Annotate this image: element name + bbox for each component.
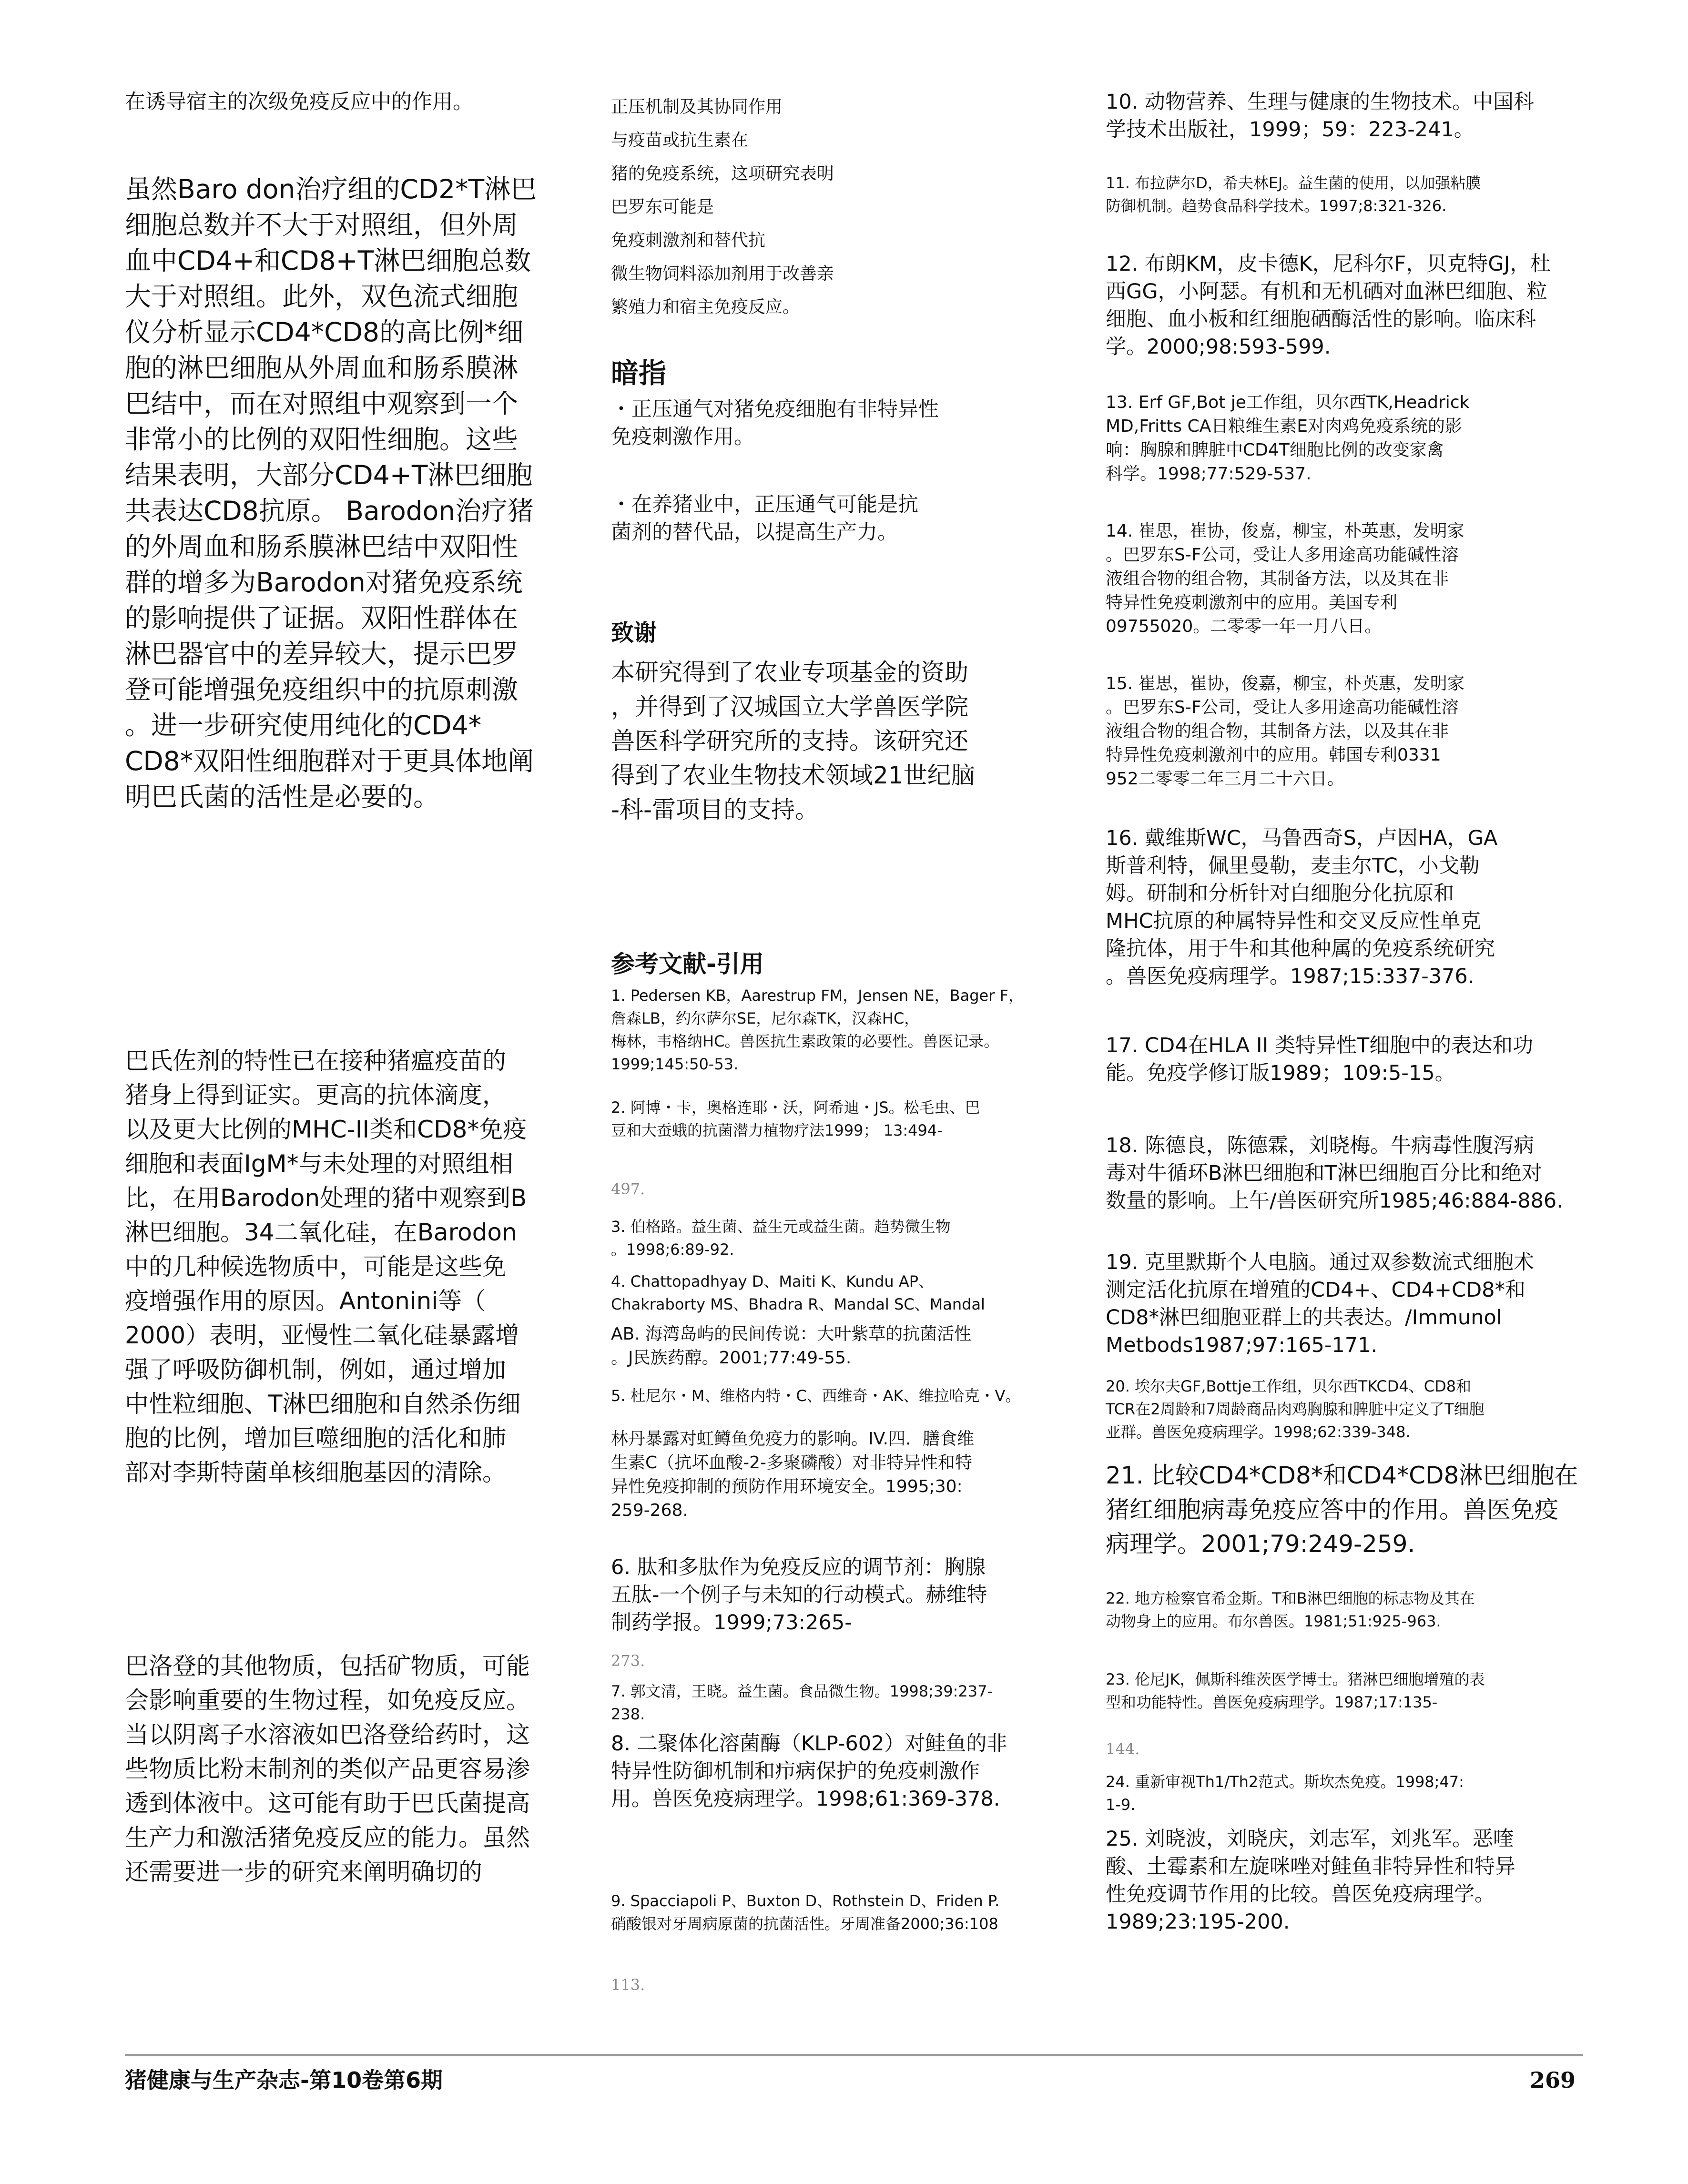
reference-2-page-tail: 497. bbox=[611, 1180, 645, 1198]
reference-23: 23. 伦尼JK，佩斯科维茨医学博士。猪淋巴细胞增殖的表 型和功能特性。兽医免疫病理学。1987;17:135- bbox=[1106, 1670, 1485, 1711]
reference-1: 1. Pedersen KB，Aarestrup FM，Jensen NE，Bager F， 詹森LB，约尔萨尔SE，尼尔森TK，汉森HC， 梅林，韦格纳HC。兽医抗生素政策的必要性。兽医记录。 1999;145:50-53. bbox=[611, 986, 1024, 1073]
reference-9: 9. Spacciapoli P、Buxton D、Rothstein D、Friden P. 硝酸银对牙周病原菌的抗菌活性。牙周准备2000;36:108 bbox=[611, 1892, 1000, 1933]
reference-9-page-tail: 113. bbox=[611, 1976, 645, 1994]
col1-paragraph-results: 虽然Baro don治疗组的CD2*T淋巴 细胞总数并不大于对照组，但外周 血中CD4+和CD8+T淋巴细胞总数 大于对照组。此外，双色流式细胞 仪分析显示CD4*CD8的高比例*细 胞的淋巴细胞从外周血和肠系膜淋 巴结中，而在对照组中观察到一个 非常小的比例的双阳性细胞。这些 结果表明，大部分CD4+T淋巴细胞 共表达CD8抗原。 Barodon治疗猪 的外周血和肠系膜淋巴结中双阳性 群的增多为Barodon对猪免疫系统 的影响提供了证据。双阳性群体在 淋巴器官中的差异较大，提示巴罗 登可能增强免疫组织中的抗原刺激 。进一步研究使用纯化的CD4* CD8*双阳性细胞群对于更具体地阐 明巴氏菌的活性是必要的。 bbox=[125, 174, 537, 812]
reference-5: 5. 杜尼尔・M、维格内特・C、西维奇・AK、维拉哈克・V。 bbox=[611, 1387, 1021, 1405]
footer-page-number: 269 bbox=[1530, 2067, 1576, 2093]
reference-21: 21. 比较CD4*CD8*和CD4*CD8淋巴细胞在 猪红细胞病毒免疫应答中的作用。兽医免疫 病理学。2001;79:249-259. bbox=[1106, 1462, 1578, 1558]
reference-11: 11. 布拉萨尔D，希夫林EJ。益生菌的使用，以加强粘膜 防御机制。趋势食品科学技术。1997;8:321-326. bbox=[1106, 174, 1481, 215]
reference-18: 18. 陈德良，陈德霖，刘晓梅。牛病毒性腹泻病 毒对牛循环B淋巴细胞和T淋巴细胞百分比和绝对 数量的影响。上午/兽医研究所1985;46:884-886. bbox=[1106, 1134, 1563, 1213]
reference-10: 10. 动物营养、生理与健康的生物技术。中国科 学技术出版社，1999；59：223-241。 bbox=[1106, 90, 1535, 142]
reference-6-page-tail: 273. bbox=[611, 1652, 645, 1670]
reference-25: 25. 刘晓波，刘晓庆，刘志军，刘兆军。恶喹 酸、土霉素和左旋咪唑对鲑鱼非特异性和特异 性免疫调节作用的比较。兽医免疫病理学。 1989;23:195-200. bbox=[1106, 1827, 1515, 1934]
reference-2: 2. 阿博・卡，奥格连耶・沃，阿希迪・JS。松毛虫、巴 豆和大蚕蛾的抗菌潜力植物疗法1999； 13:494- bbox=[611, 1098, 980, 1139]
acknowledgement-text: 本研究得到了农业专项基金的资助 ，并得到了汉城国立大学兽医学院 兽医科学研究所的支持。该研究还 得到了农业生物技术领域21世纪脑 -科-雷项目的支持。 bbox=[611, 659, 975, 823]
col2-paragraph-mechanism: 正压机制及其协同作用 与疫苗或抗生素在 猪的免疫系统，这项研究表明 巴罗东可能是 免疫刺激剂和替代抗 微生物饲料添加剂用于改善亲 繁殖力和宿主免疫反应。 bbox=[611, 97, 834, 317]
footer-divider bbox=[125, 2054, 1583, 2056]
reference-20: 20. 埃尔夫GF,Bottje工作组，贝尔西TKCD4、CD8和 TCR在2周龄和7周龄商品肉鸡胸腺和脾脏中定义了T细胞 亚群。兽医免疫病理学。1998;62:339-348. bbox=[1106, 1377, 1485, 1441]
reference-24: 24. 重新审视Th1/Th2范式。斯坎杰免疫。1998;47: 1-9. bbox=[1106, 1773, 1464, 1814]
reference-7: 7. 郭文清，王晓。益生菌。食品微生物。1998;39:237- 238. bbox=[611, 1682, 993, 1723]
implications-bullet-2: ・在养猪业中，正压通气可能是抗 菌剂的替代品，以提高生产力。 bbox=[611, 493, 918, 544]
implications-bullet-1: ・正压通气对猪免疫细胞有非特异性 免疫刺激作用。 bbox=[611, 397, 939, 449]
reference-3: 3. 伯格路。益生菌、益生元或益生菌。趋势微生物 。1998;6:89-92. bbox=[611, 1218, 951, 1259]
reference-17: 17. CD4在HLA II 类特异性T细胞中的表达和功 能。免疫学修订版1989；109:5-15。 bbox=[1106, 1034, 1534, 1085]
reference-13: 13. Erf GF,Bot je工作组，贝尔西TK,Headrick MD,Fritts CA日粮维生素E对肉鸡免疫系统的影 响：胸腺和脾脏中CD4T细胞比例的改变家禽 科学。1998;77:529-537. bbox=[1106, 393, 1470, 484]
reference-15: 15. 崔思，崔协，俊嘉，柳宝，朴英惠，发明家 。巴罗东S-F公司，受让人多用途高功能碱性溶 液组合物的组合物，其制备方法，以及其在非 特异性免疫刺激剂中的应用。韩国专利0331 952二零零二年三月二十六日。 bbox=[1106, 674, 1464, 789]
implications-heading: 暗指 bbox=[611, 357, 667, 389]
reference-4-continued: AB. 海湾岛屿的民间传说：大叶紫草的抗菌活性 。J民族药醇。2001;77:49-55. bbox=[611, 1324, 972, 1368]
reference-5-continued: 林丹暴露对虹鳟鱼免疫力的影响。IV.四．膳食维 生素C（抗坏血酸-2-多聚磷酸）对非特异性和特 异性免疫抑制的预防作用环境安全。1995;30: 259-268. bbox=[611, 1429, 975, 1520]
reference-19: 19. 克里默斯个人电脑。通过双参数流式细胞术 测定活化抗原在增殖的CD4+、CD4+CD8*和 CD8*淋巴细胞亚群上的共表达。/Immunol Metbods1987;97:165-171. bbox=[1106, 1250, 1535, 1357]
col1-paragraph-intro: 在诱导宿主的次级免疫反应中的作用。 bbox=[125, 90, 473, 114]
reference-16: 16. 戴维斯WC，马鲁西奇S，卢因HA，GA 斯普利特，佩里曼勒，麦圭尔TC，小戈勒 姆。研制和分析针对白细胞分化抗原和 MHC抗原的种属特异性和交叉反应性单克 隆抗体，用于牛和其他种属的免疫系统研究 。兽医免疫病理学。1987;15:337-376. bbox=[1106, 826, 1498, 988]
reference-23-page-tail: 144. bbox=[1106, 1740, 1140, 1758]
col1-paragraph-minerals: 巴洛登的其他物质，包括矿物质，可能 会影响重要的生物过程，如免疫反应。 当以阴离子水溶液如巴洛登给药时，这 些物质比粉末制剂的类似产品更容易渗 透到体液中。这可能有助于巴氏菌提高 生产力和激活猪免疫反应的能力。虽然 还需要进一步的研究来阐明确切的 bbox=[125, 1652, 530, 1886]
col1-paragraph-adjuvant: 巴氏佐剂的特性已在接种猪瘟疫苗的 猪身上得到证实。更高的抗体滴度， 以及更大比例的MHC-II类和CD8*免疫 细胞和表面IgM*与未处理的对照组相 比，在用Barodon处理的猪中观察到B 淋巴细胞。34二氧化硅，在Barodon 中的几种候选物质中，可能是这些免 疫增强作用的原因。Antonini等（ 2000）表明，亚慢性二氧化硅暴露增 强了呼吸防御机制，例如，通过增加 中性粒细胞、T淋巴细胞和自然杀伤细 胞的比例，增加巨噬细胞的活化和肺 部对李斯特菌单核细胞基因的清除。 bbox=[125, 1047, 527, 1486]
acknowledgement-heading: 致谢 bbox=[611, 620, 657, 646]
reference-8: 8. 二聚体化溶菌酶（KLP-602）对鲑鱼的非 特异性防御机制和疖病保护的免疫刺激作 用。兽医免疫病理学。1998;61:369-378. bbox=[611, 1732, 1007, 1811]
reference-6: 6. 肽和多肽作为免疫反应的调节剂：胸腺 五肽-一个例子与未知的行动模式。赫维特 制药学报。1999;73:265- bbox=[611, 1555, 987, 1635]
reference-4: 4. Chattopadhyay D、Maiti K、Kundu AP、 Chakraborty MS、Bhadra R、Mandal SC、Mandal bbox=[611, 1272, 985, 1313]
references-heading: 参考文献-引用 bbox=[611, 950, 764, 978]
reference-22: 22. 地方检察官希金斯。T和B淋巴细胞的标志物及其在 动物身上的应用。布尔兽医。1981;51:925-963. bbox=[1106, 1589, 1475, 1630]
reference-12: 12. 布朗KM，皮卡德K，尼科尔F，贝克特GJ，杜 西GG，小阿瑟。有机和无机硒对血淋巴细胞、粒 细胞、血小板和红细胞硒酶活性的影响。临床科 学。2000;98:593-599. bbox=[1106, 252, 1551, 359]
reference-14: 14. 崔思，崔协，俊嘉，柳宝，朴英惠，发明家 。巴罗东S-F公司，受让人多用途高功能碱性溶 液组合物的组合物，其制备方法，以及其在非 特异性免疫刺激剂中的应用。美国专利 09755020。二零零一年一月八日。 bbox=[1106, 521, 1464, 636]
footer-journal-title: 猪健康与生产杂志-第10卷第6期 bbox=[125, 2067, 443, 2093]
